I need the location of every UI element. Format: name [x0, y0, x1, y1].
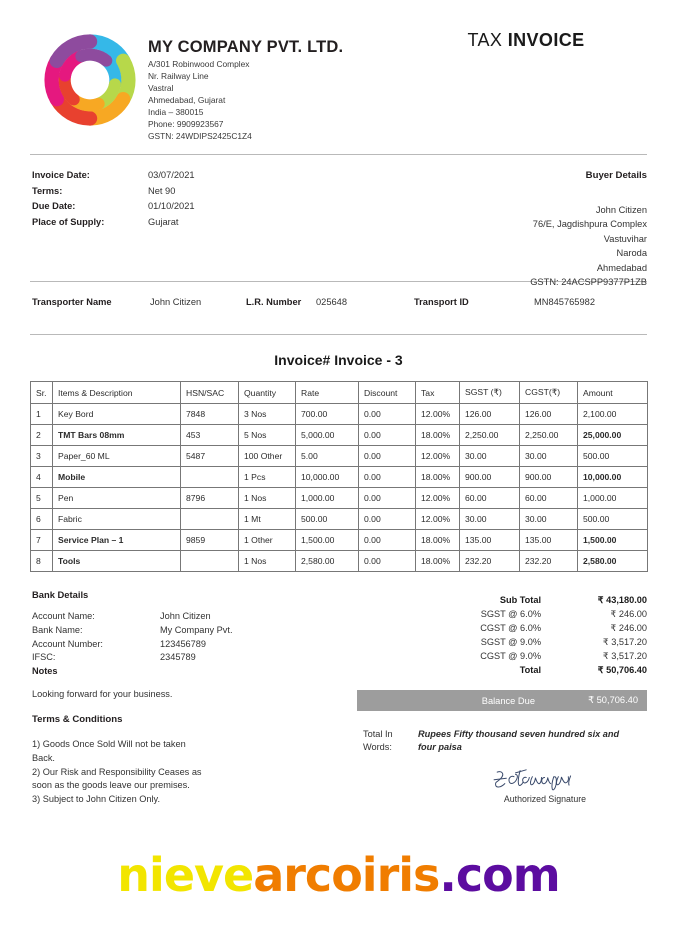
table-row	[31, 488, 648, 509]
table-cell: 5	[31, 488, 53, 509]
table-cell: 5.00	[296, 446, 359, 467]
company-gstn: GSTN: 24WDIPS2425C1Z4	[148, 130, 252, 141]
ifsc-label: IFSC:	[32, 652, 56, 663]
bank-row	[32, 651, 233, 665]
transport-id-label: Transport ID	[414, 297, 469, 307]
table-cell: 700.00	[296, 404, 359, 425]
totals-row-total	[347, 664, 647, 678]
th-amount: Amount	[578, 382, 648, 404]
table-cell: Mobile	[53, 467, 181, 488]
transporter-name-label: Transporter Name	[32, 297, 112, 307]
terms-line: 3) Subject to John Citizen Only.	[32, 794, 161, 805]
sgst-9-label: SGST @ 9.0%	[480, 636, 541, 647]
sub-total-value: ₹ 43,180.00	[597, 595, 647, 605]
account-number-value: 123456789	[160, 638, 206, 649]
bank-name-label: Bank Name:	[32, 624, 83, 635]
sgst-9-value: ₹ 3,517.20	[602, 636, 647, 647]
table-cell: 18.00%	[416, 551, 460, 572]
table-cell: 1	[31, 404, 53, 425]
balance-due-value: ₹ 50,706.40	[588, 695, 638, 705]
totals-row-cgst6	[347, 622, 647, 636]
table-cell: 18.00%	[416, 530, 460, 551]
table-cell: 0.00	[359, 425, 416, 446]
table-cell: 2,580.00	[296, 551, 359, 572]
table-cell: 1 Pcs	[239, 467, 296, 488]
address-line: Vastral	[148, 82, 174, 93]
table-cell: 7848	[181, 404, 239, 425]
table-cell: 500.00	[296, 509, 359, 530]
table-cell: 2,580.00	[578, 551, 648, 572]
table-cell	[181, 467, 239, 488]
th-cgst: CGST(₹)	[520, 382, 578, 404]
table-cell: 18.00%	[416, 425, 460, 446]
table-cell: 1 Mt	[239, 509, 296, 530]
table-row	[31, 509, 648, 530]
buyer-address-line: Naroda	[616, 248, 647, 259]
lr-number-label: L.R. Number	[246, 297, 302, 307]
terms-line: soon as the goods leave our premises.	[32, 780, 190, 791]
terms-label: Terms:	[32, 185, 63, 196]
table-cell: 1,000.00	[578, 488, 648, 509]
table-cell: TMT Bars 08mm	[53, 425, 181, 446]
table-cell: 100 Other	[239, 446, 296, 467]
table-cell: 8796	[181, 488, 239, 509]
cgst-6-value: ₹ 246.00	[610, 622, 647, 633]
th-quantity: Quantity	[239, 382, 296, 404]
table-cell: 0.00	[359, 509, 416, 530]
table-cell: 0.00	[359, 446, 416, 467]
table-row	[31, 467, 648, 488]
meta-row	[32, 170, 195, 180]
totals-row-cgst9	[347, 650, 647, 664]
address-line: Ahmedabad, Gujarat	[148, 94, 226, 105]
table-cell: 2	[31, 425, 53, 446]
cgst-9-value: ₹ 3,517.20	[602, 650, 647, 661]
table-cell: 25,000.00	[578, 425, 648, 446]
bank-details-title: Bank Details	[32, 589, 89, 600]
cgst-6-label: CGST @ 6.0%	[480, 622, 541, 633]
buyer-name: John Citizen	[595, 205, 647, 215]
page-title	[400, 30, 652, 51]
divider-top	[30, 154, 647, 155]
place-of-supply-value: Gujarat	[148, 216, 179, 227]
address-line: India – 380015	[148, 106, 204, 117]
th-discount: Discount	[359, 382, 416, 404]
table-cell: 1 Nos	[239, 551, 296, 572]
table-cell: 126.00	[460, 404, 520, 425]
table-row	[31, 404, 648, 425]
lr-number-value: 025648	[316, 297, 348, 307]
watermark-part-3: .com	[439, 848, 560, 902]
divider-transport	[30, 334, 647, 335]
items-table	[30, 381, 648, 572]
table-cell: 232.20	[520, 551, 578, 572]
authorized-signature-label: Authorized Signature	[503, 794, 587, 804]
bank-row	[32, 610, 233, 624]
company-phone: Phone: 9909923567	[148, 118, 224, 129]
meta-row	[32, 217, 195, 227]
table-cell: 30.00	[520, 509, 578, 530]
terms-line: 1) Goods Once Sold Will not be taken	[32, 739, 186, 749]
table-row	[31, 425, 648, 446]
table-row	[31, 551, 648, 572]
totals-summary	[347, 594, 647, 678]
table-cell: 3 Nos	[239, 404, 296, 425]
totals-row-sgst9	[347, 636, 647, 650]
sub-total-label: Sub Total	[499, 595, 541, 605]
table-cell: 900.00	[520, 467, 578, 488]
table-cell: 4	[31, 467, 53, 488]
bank-details	[32, 589, 233, 699]
table-cell: 60.00	[520, 488, 578, 509]
signature-block	[440, 766, 650, 804]
account-number-label: Account Number:	[32, 638, 103, 649]
table-cell: 18.00%	[416, 467, 460, 488]
table-cell: 453	[181, 425, 239, 446]
site-watermark	[0, 848, 677, 902]
table-cell: Paper_60 ML	[53, 446, 181, 467]
total-in-words-label: Total In Words:	[363, 729, 393, 753]
table-cell	[181, 551, 239, 572]
bank-row	[32, 624, 233, 638]
table-cell: 0.00	[359, 404, 416, 425]
table-cell: 500.00	[578, 446, 648, 467]
table-cell: 30.00	[460, 509, 520, 530]
th-tax: Tax	[416, 382, 460, 404]
transport-id-value: MN845765982	[534, 297, 595, 307]
page-title-light: TAX	[467, 30, 508, 50]
table-cell: 2,250.00	[460, 425, 520, 446]
total-in-words-value: Rupees Fifty thousand seven hundred six and four paisa	[418, 729, 620, 753]
table-cell	[181, 509, 239, 530]
table-cell: 135.00	[460, 530, 520, 551]
table-cell: 10,000.00	[296, 467, 359, 488]
terms-line: Back.	[32, 752, 55, 763]
address-line: Nr. Railway Line	[148, 71, 209, 82]
table-cell: 12.00%	[416, 509, 460, 530]
table-cell: 30.00	[520, 446, 578, 467]
table-cell: 0.00	[359, 467, 416, 488]
page-title-bold: INVOICE	[507, 30, 585, 50]
bank-name-value: My Company Pvt.	[160, 624, 233, 635]
table-cell: 0.00	[359, 488, 416, 509]
address-line: A/301 Robinwood Complex	[148, 59, 250, 70]
table-cell: 1,000.00	[296, 488, 359, 509]
invoice-meta	[32, 170, 195, 232]
due-date-label: Due Date:	[32, 201, 76, 211]
table-cell: Key Bord	[53, 404, 181, 425]
table-cell: 1 Nos	[239, 488, 296, 509]
total-value: ₹ 50,706.40	[597, 664, 647, 675]
notes-body: Looking forward for your business.	[32, 689, 173, 700]
table-cell: 9859	[181, 530, 239, 551]
table-cell: Tools	[53, 551, 181, 572]
table-cell: 2,250.00	[520, 425, 578, 446]
th-hsn-sac: HSN/SAC	[181, 382, 239, 404]
table-cell: 3	[31, 446, 53, 467]
terms-and-conditions	[32, 714, 202, 807]
balance-due-bar	[357, 690, 647, 711]
balance-due-label: Balance Due	[481, 695, 535, 706]
table-cell: 12.00%	[416, 404, 460, 425]
table-cell: 12.00%	[416, 488, 460, 509]
th-sr: Sr.	[31, 382, 53, 404]
watermark-part-1: nieve	[117, 848, 254, 902]
table-cell: 7	[31, 530, 53, 551]
bank-row	[32, 638, 233, 652]
table-cell: 126.00	[520, 404, 578, 425]
terms-title: Terms & Conditions	[32, 714, 123, 725]
table-cell: 232.20	[460, 551, 520, 572]
table-cell: 8	[31, 551, 53, 572]
transport-details	[32, 297, 647, 307]
table-cell: Pen	[53, 488, 181, 509]
cgst-9-label: CGST @ 9.0%	[480, 650, 541, 661]
th-rate: Rate	[296, 382, 359, 404]
table-cell: 0.00	[359, 530, 416, 551]
handwritten-signature-icon	[488, 766, 603, 792]
invoice-date-label: Invoice Date:	[32, 170, 90, 180]
table-cell: 5 Nos	[239, 425, 296, 446]
notes-title: Notes	[32, 666, 58, 677]
buyer-address-line: 76/E, Jagdishpura Complex	[532, 219, 647, 230]
table-cell: Service Plan – 1	[53, 530, 181, 551]
th-items-description: Items & Description	[53, 382, 181, 404]
company-address	[148, 59, 343, 142]
table-cell: 30.00	[460, 446, 520, 467]
account-name-label: Account Name:	[32, 611, 95, 621]
buyer-address-line: Ahmedabad	[596, 262, 647, 273]
table-cell: 1,500.00	[578, 530, 648, 551]
table-row	[31, 446, 648, 467]
sgst-6-value: ₹ 246.00	[610, 608, 647, 619]
total-in-words	[363, 728, 653, 755]
table-cell: 500.00	[578, 509, 648, 530]
buyer-address-line: Vastuvihar	[603, 233, 647, 244]
table-cell: 135.00	[520, 530, 578, 551]
items-table-body	[31, 404, 648, 572]
buyer-details-title: Buyer Details	[585, 170, 647, 181]
table-cell: Fabric	[53, 509, 181, 530]
watermark-part-2: arcoiris	[253, 848, 440, 902]
table-cell: 1 Other	[239, 530, 296, 551]
ifsc-value: 2345789	[160, 652, 196, 663]
totals-row-sgst6	[347, 608, 647, 622]
table-row	[31, 530, 648, 551]
table-cell: 2,100.00	[578, 404, 648, 425]
table-header-row	[31, 382, 648, 404]
company-identity	[148, 28, 343, 143]
account-name-value: John Citizen	[160, 611, 211, 621]
rainbow-swirl-logo-icon	[42, 32, 138, 128]
buyer-details	[530, 170, 647, 289]
table-cell: 5,000.00	[296, 425, 359, 446]
th-sgst: SGST (₹)	[460, 382, 520, 404]
total-label: Total	[519, 664, 541, 675]
terms-list	[32, 738, 202, 807]
table-cell: 5487	[181, 446, 239, 467]
table-cell: 60.00	[460, 488, 520, 509]
transporter-name-value: John Citizen	[150, 297, 202, 307]
table-cell: 1,500.00	[296, 530, 359, 551]
company-logo	[42, 28, 142, 128]
table-cell: 6	[31, 509, 53, 530]
due-date-value: 01/10/2021	[148, 201, 195, 211]
place-of-supply-label: Place of Supply:	[32, 216, 105, 227]
invoice-number-title: Invoice# Invoice - 3	[274, 352, 403, 368]
buyer-gstn: GSTN: 24ACSPP9377P1ZB	[530, 277, 647, 288]
table-cell: 0.00	[359, 551, 416, 572]
meta-row	[32, 201, 195, 211]
company-name: MY COMPANY PVT. LTD.	[148, 38, 344, 56]
totals-row-subtotal	[347, 594, 647, 608]
terms-line: 2) Our Risk and Responsibility Ceases as	[32, 766, 202, 777]
terms-value: Net 90	[148, 185, 176, 196]
sgst-6-label: SGST @ 6.0%	[480, 608, 541, 619]
table-cell: 10,000.00	[578, 467, 648, 488]
invoice-date-value: 03/07/2021	[148, 170, 195, 180]
table-cell: 900.00	[460, 467, 520, 488]
meta-row	[32, 186, 195, 196]
table-cell: 12.00%	[416, 446, 460, 467]
